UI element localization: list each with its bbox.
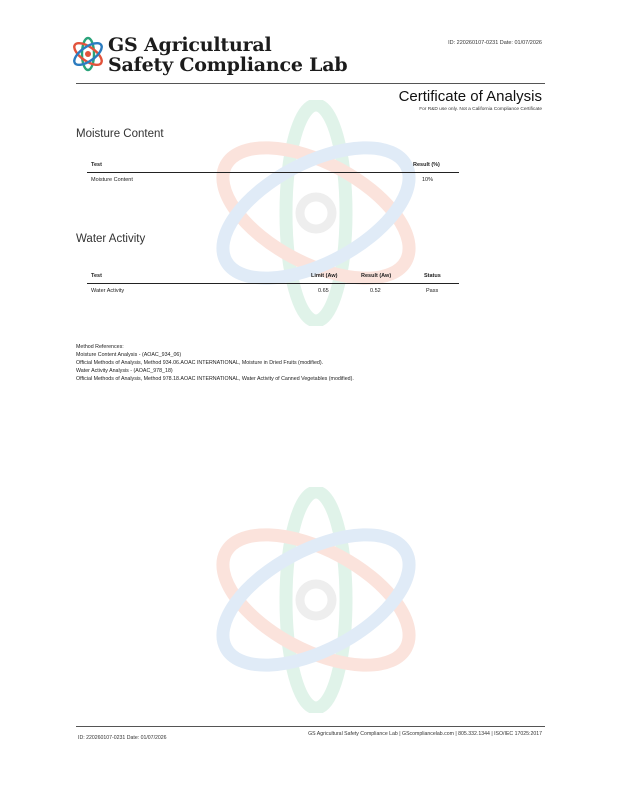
method-references xyxy=(76,343,354,383)
lab-name-line2: Safety Compliance Lab xyxy=(108,54,348,76)
lab-name-line1: GS Agricultural xyxy=(108,34,272,56)
table-header-test: Test xyxy=(91,162,102,168)
method-references-heading: Method References: xyxy=(76,344,124,350)
atom-watermark xyxy=(214,487,418,713)
method-line: Water Activity Analysis - (AOAC_978_18) xyxy=(76,368,173,374)
table-cell-status: Pass xyxy=(426,288,439,294)
footer-contact-info: GS Agricultural Safety Compliance Lab | GScompliancelab.com | 805.332.1344 | ISO/IEC 17025:2017 xyxy=(308,731,542,737)
certificate-title: Certificate of Analysis xyxy=(398,88,542,105)
table-cell-limit: 0.65 xyxy=(318,288,329,294)
table-header-limit: Limit (Aw) xyxy=(311,273,338,279)
table-cell-test: Water Activity xyxy=(91,288,125,294)
table-header-result: Result (%) xyxy=(413,162,440,168)
atom-icon xyxy=(70,36,106,72)
atom-watermark xyxy=(214,100,418,326)
method-line: Moisture Content Analysis - (AOAC_934_06) xyxy=(76,352,182,358)
header-divider xyxy=(76,83,545,84)
moisture-section-title: Moisture Content xyxy=(76,128,164,140)
table-header-rule xyxy=(87,283,459,284)
certificate-subtitle: For R&D use only. Not a California Compliance Certificate xyxy=(419,107,542,112)
table-cell-result: 10% xyxy=(422,177,434,183)
table-cell-result: 0.52 xyxy=(370,288,381,294)
footer-divider xyxy=(76,726,545,727)
water-activity-section-title: Water Activity xyxy=(76,233,146,245)
footer-id-date: ID: 220260107-0231 Date: 01/07/2026 xyxy=(78,735,167,741)
table-header-rule xyxy=(87,172,459,173)
method-line: Official Methods of Analysis, Method 934.06.AOAC INTERNATIONAL, Moisture in Dried Fruits (modified). xyxy=(76,360,324,366)
header-id-date: ID: 220260107-0231 Date: 01/07/2026 xyxy=(448,40,542,46)
table-header-status: Status xyxy=(424,273,441,279)
table-header-test: Test xyxy=(91,273,102,279)
lab-name xyxy=(108,35,348,75)
method-line: Official Methods of Analysis, Method 978.18.AOAC INTERNATIONAL, Water Activity of Canned Vegetables (modified). xyxy=(76,376,354,382)
table-cell-test: Moisture Content xyxy=(91,177,133,183)
table-header-result: Result (Aw) xyxy=(361,273,392,279)
